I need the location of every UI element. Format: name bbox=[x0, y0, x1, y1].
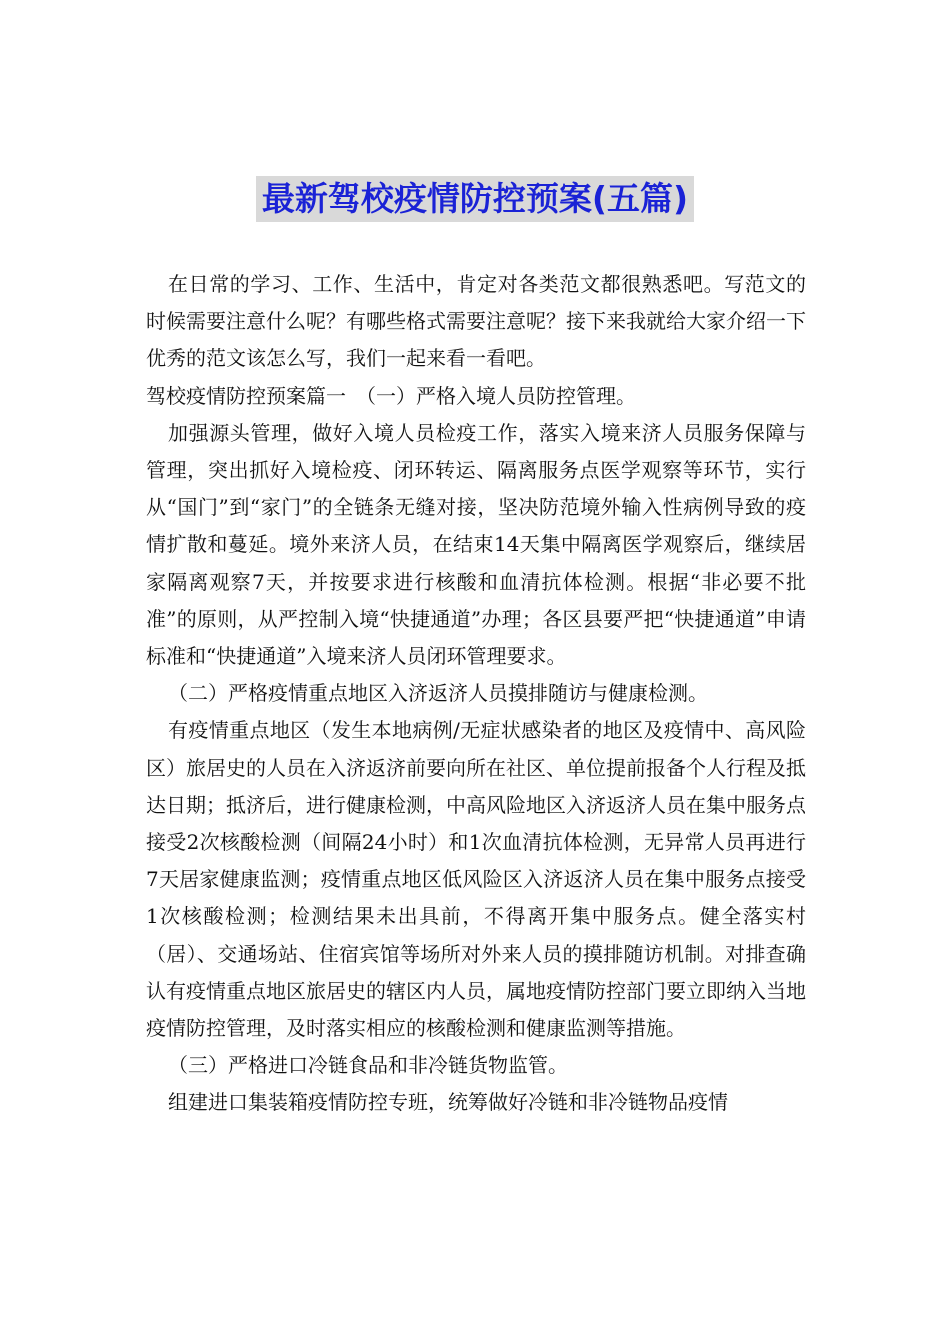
document-title: 最新驾校疫情防控预案(五篇) bbox=[256, 176, 694, 222]
subsection-heading: （三）严格进口冷链食品和非冷链货物监管。 bbox=[168, 1053, 568, 1078]
body-paragraph: 组建进口集装箱疫情防控专班，统筹做好冷链和非冷链物品疫情 bbox=[168, 1090, 728, 1115]
document-body bbox=[146, 266, 806, 1122]
body-paragraph: 有疫情重点地区（发生本地病例/无症状感染者的地区及疫情中、高风险区）旅居史的人员在入济返济前要向所在社区、单位提前报备个人行程及抵达日期；抵济后，进行健康检测，中高风险地区入济返济人员在集中服务点接受2次核酸检测（间隔24小时）和1次血清抗体检测，无异常人员再进行7天居家健康监测；疫情重点地区低风险区入济返济人员在集中服务点接受1次核酸检测；检测结果未出具前，不得离开集中服务点。健全落实村（居）、交通场站、住宿宾馆等场所对外来人员的摸排随访机制。对排查确认有疫情重点地区旅居史的辖区内人员，属地疫情防控部门要立即纳入当地疫情防控管理，及时落实相应的核酸检测和健康监测等措施。 bbox=[146, 718, 806, 1041]
body-paragraph: 加强源头管理，做好入境人员检疫工作，落实入境来济人员服务保障与管理，突出抓好入境检疫、闭环转运、隔离服务点医学观察等环节，实行从“国门”到“家门”的全链条无缝对接，坚决防范境外输入性病例导致的疫情扩散和蔓延。境外来济人员，在结束14天集中隔离医学观察后，继续居家隔离观察7天，并按要求进行核酸和血清抗体检测。根据“非必要不批准”的原则，从严控制入境“快捷通道”办理；各区县要严把“快捷通道”申请标准和“快捷通道”入境来济人员闭环管理要求。 bbox=[146, 420, 806, 669]
intro-paragraph: 在日常的学习、工作、生活中，肯定对各类范文都很熟悉吧。写范文的时候需要注意什么呢？有哪些格式需要注意呢？接下来我就给大家介绍一下优秀的范文该怎么写，我们一起来看一看吧。 bbox=[146, 272, 806, 371]
subsection-heading: （二）严格疫情重点地区入济返济人员摸排随访与健康检测。 bbox=[168, 681, 708, 706]
title-container bbox=[0, 176, 950, 222]
section-heading: 驾校疫情防控预案篇一 （一）严格入境人员防控管理。 bbox=[146, 383, 636, 408]
